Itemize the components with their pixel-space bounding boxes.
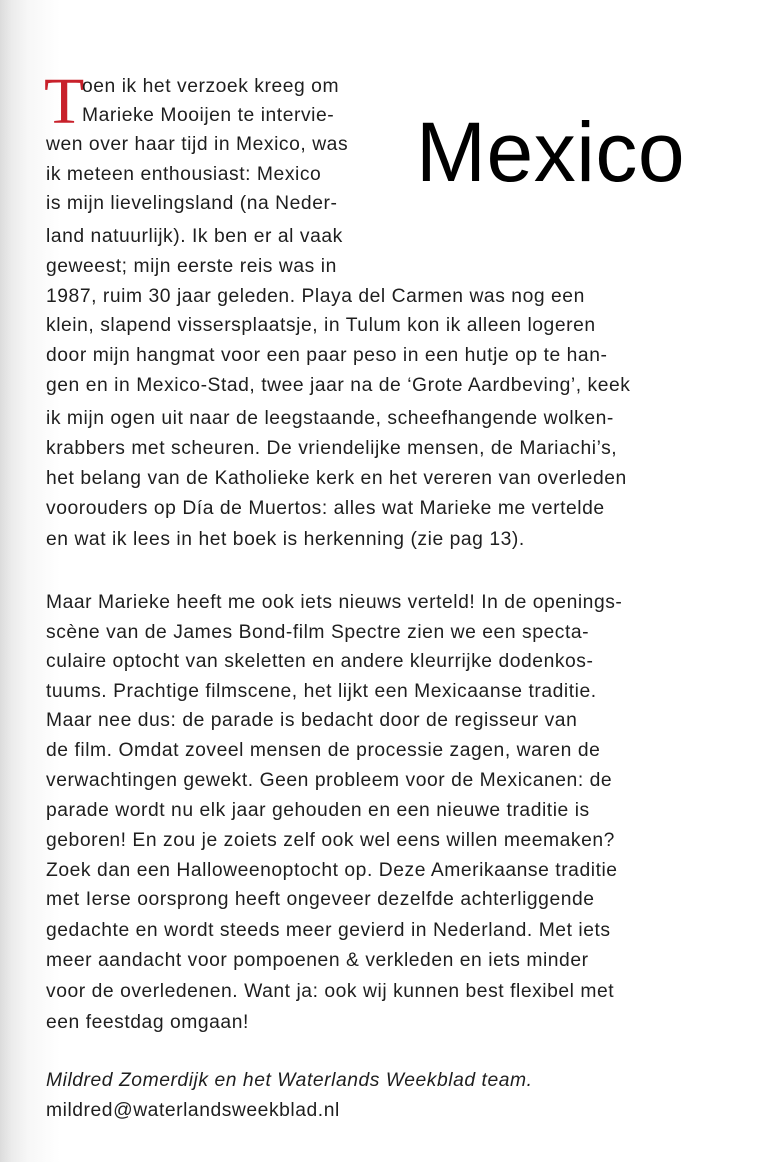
text-line: voorouders op Día de Muertos: alles wat Marieke me vertelde xyxy=(46,498,605,519)
text-line: land natuurlijk). Ik ben er al vaak xyxy=(46,226,343,247)
text-line: met Ierse oorsprong heeft ongeveer dezelfde achterliggende xyxy=(46,889,595,910)
text-line: verwachtingen gewekt. Geen probleem voor de Mexicanen: de xyxy=(46,770,613,791)
text-line: tuums. Prachtige filmscene, het lijkt een Mexicaanse traditie. xyxy=(46,681,597,702)
text-line: door mijn hangmat voor een paar peso in een hutje op te han- xyxy=(46,345,608,366)
text-line: parade wordt nu elk jaar gehouden en een nieuwe traditie is xyxy=(46,800,590,821)
email-address: mildred@waterlandsweekblad.nl xyxy=(46,1100,340,1121)
text-line: een feestdag omgaan! xyxy=(46,1012,249,1033)
text-line: Maar nee dus: de parade is bedacht door de regisseur van xyxy=(46,710,578,731)
page-title: Mexico xyxy=(416,105,686,199)
text-line: Zoek dan een Halloweenoptocht op. Deze Amerikaanse traditie xyxy=(46,860,618,881)
text-line: gedachte en wordt steeds meer gevierd in Nederland. Met iets xyxy=(46,920,611,941)
text-line: is mijn lievelingsland (na Neder- xyxy=(46,193,338,214)
text-line: scène van de James Bond-film Spectre zien we een specta- xyxy=(46,622,590,643)
text-line: wen over haar tijd in Mexico, was xyxy=(46,134,349,155)
text-line: meer aandacht voor pompoenen & verkleden en iets minder xyxy=(46,950,589,971)
text-line: oen ik het verzoek kreeg om xyxy=(82,76,340,97)
text-line: gen en in Mexico-Stad, twee jaar na de ‘Grote Aardbeving’, keek xyxy=(46,375,631,396)
text-line: krabbers met scheuren. De vriendelijke mensen, de Mariachi’s, xyxy=(46,438,618,459)
text-line: klein, slapend vissersplaatsje, in Tulum kon ik alleen logeren xyxy=(46,315,596,336)
text-line: voor de overledenen. Want ja: ook wij kunnen best flexibel met xyxy=(46,981,615,1002)
text-line: Maar Marieke heeft me ook iets nieuws verteld! In de openings- xyxy=(46,592,623,613)
text-line: culaire optocht van skeletten en andere kleurrijke dodenkos- xyxy=(46,651,594,672)
text-line: de film. Omdat zoveel mensen de processie zagen, waren de xyxy=(46,740,601,761)
text-line: 1987, ruim 30 jaar geleden. Playa del Carmen was nog een xyxy=(46,286,585,307)
drop-cap: T xyxy=(44,65,85,138)
text-line: en wat ik lees in het boek is herkenning (zie pag 13). xyxy=(46,529,525,550)
text-line: geweest; mijn eerste reis was in xyxy=(46,256,337,277)
text-line: geboren! En zou je zoiets zelf ook wel eens willen meemaken? xyxy=(46,830,615,851)
text-line: het belang van de Katholieke kerk en het vereren van overleden xyxy=(46,468,627,489)
text-line: ik meteen enthousiast: Mexico xyxy=(46,164,322,185)
text-line: Marieke Mooijen te intervie- xyxy=(82,105,335,126)
signature: Mildred Zomerdijk en het Waterlands Weekblad team. xyxy=(46,1070,533,1091)
text-line: ik mijn ogen uit naar de leegstaande, scheefhangende wolken- xyxy=(46,408,614,429)
